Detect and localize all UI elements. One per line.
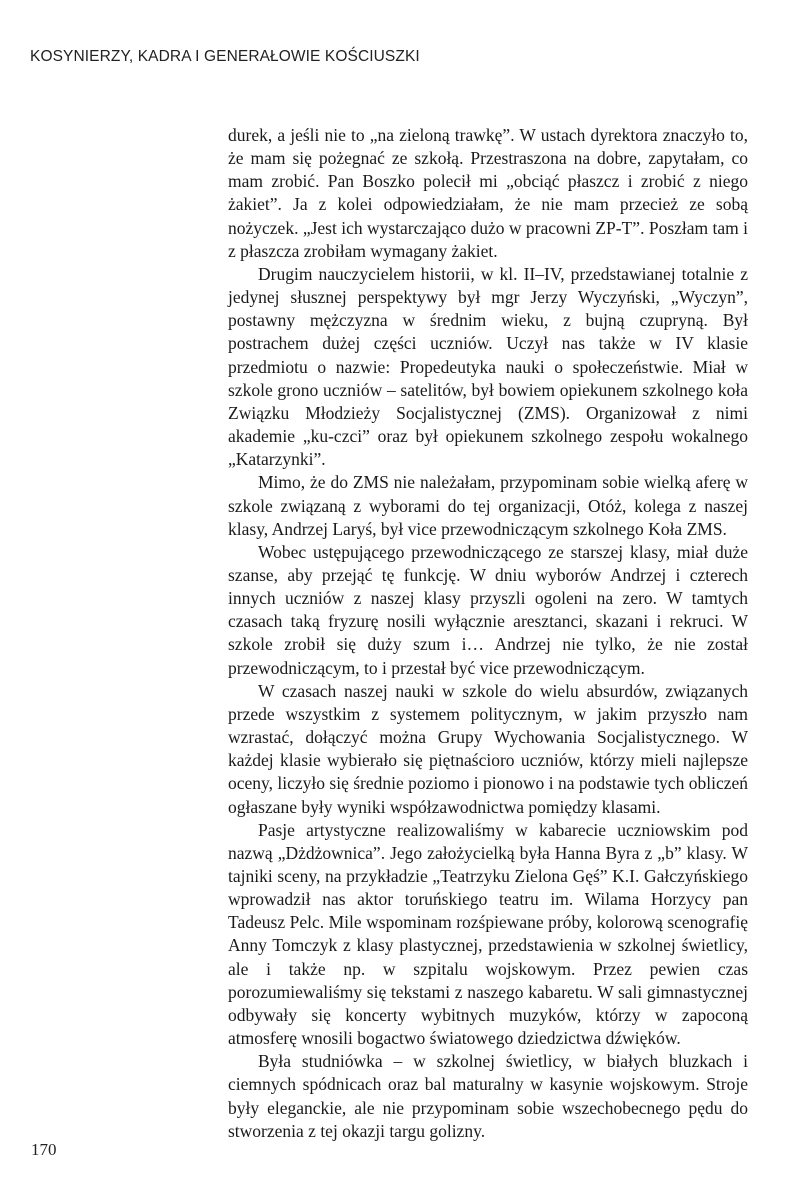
paragraph: Pasje artystyczne realizowaliśmy w kabarecie uczniowskim pod nazwą „Dżdżownica”. Jego założycielką była Hanna Byra z „b” klasy. W tajniki sceny, na przykładzie „Teatrzyku Zielona Gęś” K.I. Gałczyńskiego wprowadził nas aktor toruńskiego teatru im. Wilama Horzycy pan Tadeusz Pelc. Mile wspominam rozśpiewane próby, kolorową scenografię Anny Tomczyk z klasy plastycznej, przedstawienia w szkolnej świetlicy, ale i także np. w szpitalu wojskowym. Przez pewien czas porozumiewaliśmy się tekstami z naszego kabaretu. W sali gimnastycznej odbywały się koncerty wybitnych muzyków, którzy w zapoconą atmosferę wnosili bogactwo światowego dziedzictwa dźwięków. xyxy=(228,819,748,1049)
paragraph: W czasach naszej nauki w szkole do wielu absurdów, związanych przede wszystkim z systemem politycznym, w jakim przyszło nam wzrastać, dołączyć można Grupy Wychowania Socjalistycznego. W każdej klasie wybierało się piętnaścioro uczniów, którzy mieli najlepsze oceny, liczyło się średnie poziomo i pionowo i na podstawie tych obliczeń ogłaszane były wyniki współzawodnictwa pomiędzy klasami. xyxy=(228,680,748,817)
paragraph: Drugim nauczycielem historii, w kl. II–IV, przedstawianej totalnie z jedynej słusznej perspektywy był mgr Jerzy Wyczyński, „Wyczyn”, postawny mężczyzna w średnim wieku, z bujną czupryną. Był postrachem dużej części uczniów. Uczył nas także w IV klasie przedmiotu o nazwie: Propedeutyka nauki o społeczeństwie. Miał w szkole grono uczniów – satelitów, był bowiem opiekunem szkolnego koła Związku Młodzieży Socjalistycznej (ZMS). Organizował z nimi akademie „ku-czci” oraz był opiekunem szkolnego zespołu wokalnego „Katarzynki”. xyxy=(228,263,748,470)
paragraph: Wobec ustępującego przewodniczącego ze starszej klasy, miał duże szanse, aby przejąć tę funkcję. W dniu wyborów Andrzej i czterech innych uczniów z naszej klasy przyszli ogoleni na zero. W tamtych czasach taką fryzurę nosili wyłącznie aresztanci, skazani i rekruci. W szkole zrobił się duży szum i… Andrzej nie tylko, że nie został przewodniczącym, to i przestał być vice przewodniczącym. xyxy=(228,541,748,678)
running-title: KOSYNIERZY, KADRA I GENERAŁOWIE KOŚCIUSZKI xyxy=(30,48,420,65)
paragraph: Mimo, że do ZMS nie należałam, przypominam sobie wielką aferę w szkole związaną z wyborami do tej organizacji, Otóż, kolega z naszej klasy, Andrzej Laryś, był vice przewodniczącym szkolnego Koła ZMS. xyxy=(228,472,748,539)
page-number: 170 xyxy=(31,1140,57,1159)
paragraph: Była studniówka – w szkolnej świetlicy, w białych bluzkach i ciemnych spódnicach oraz bal maturalny w kasynie wojskowym. Stroje były eleganckie, ale nie przypominam sobie wszechobecnego pędu do stworzenia z tej okazji targu golizny. xyxy=(228,1051,748,1141)
body-text xyxy=(228,124,748,1143)
paragraph: durek, a jeśli nie to „na zieloną trawkę”. W ustach dyrektora znaczyło to, że mam się pożegnać ze szkołą. Przestraszona na dobre, zapytałam, co mam zrobić. Pan Boszko polecił mi „obciąć płaszcz i zrobić z niego żakiet”. Ja z kolei odpowiedziałam, że nie mam przecież ze sobą nożyczek. „Jest ich wystarczająco dużo w pracowni ZP-T”. Poszłam tam i z płaszcza zrobiłam wymagany żakiet. xyxy=(228,125,748,261)
